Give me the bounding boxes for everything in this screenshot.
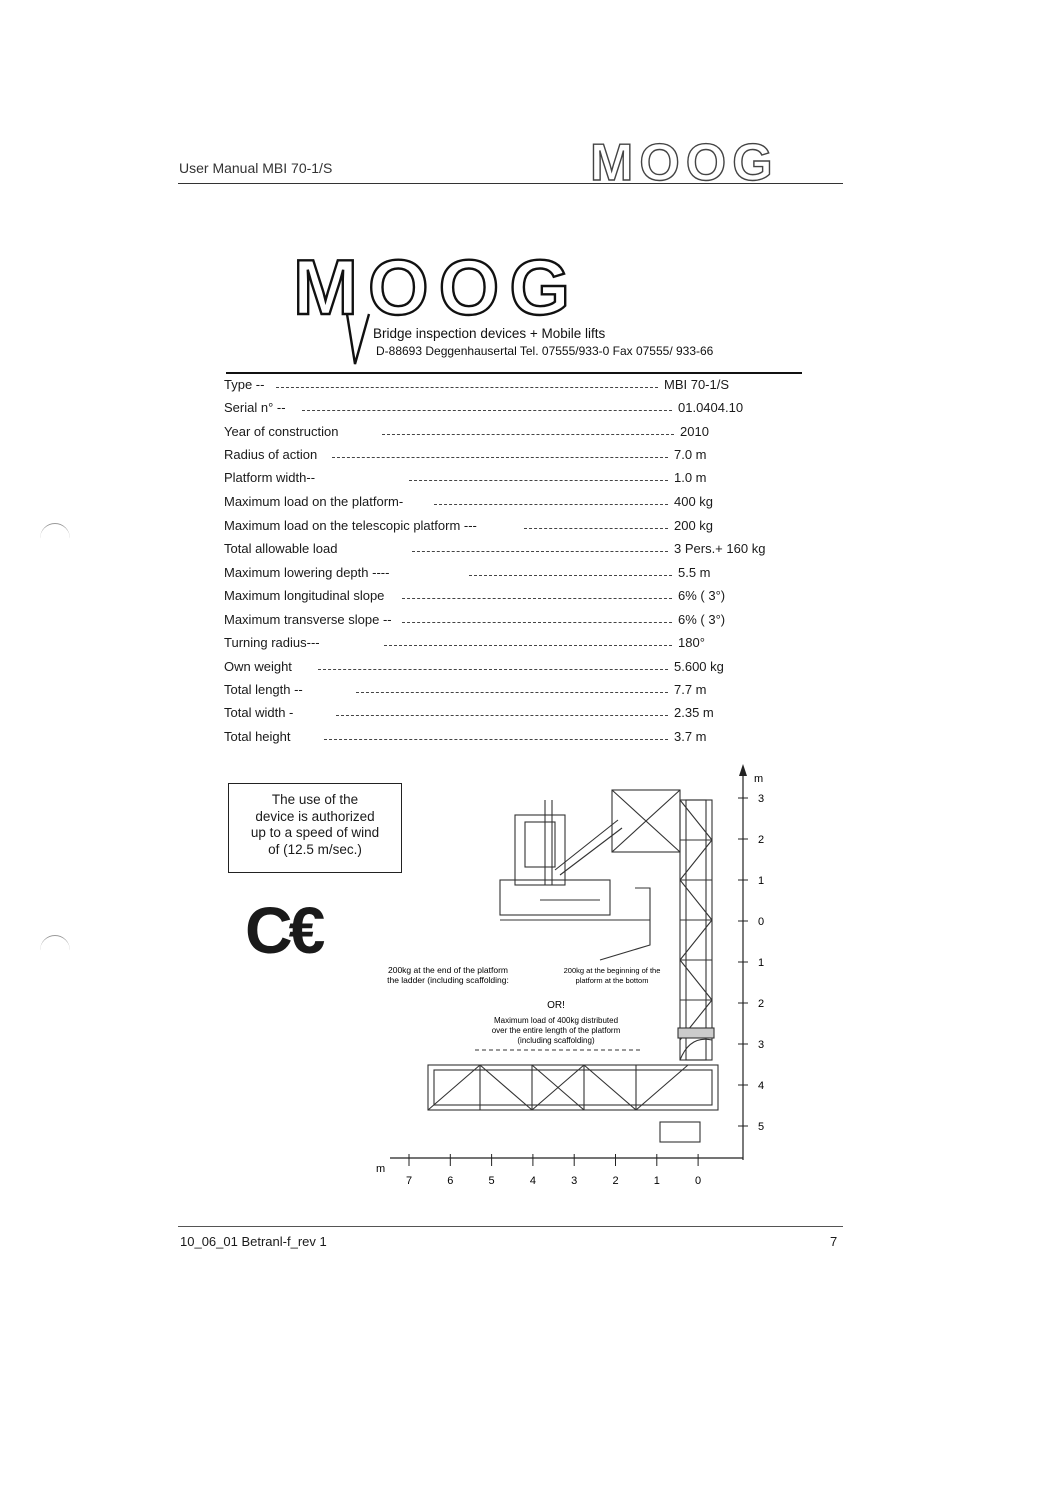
spec-leader-dots <box>434 504 668 505</box>
spec-label: Platform width-- <box>224 470 316 485</box>
spec-row <box>224 565 784 587</box>
vertical-axis-arrow <box>739 764 747 776</box>
spec-row <box>224 470 784 492</box>
spec-row <box>224 541 784 563</box>
header-rule <box>178 183 843 184</box>
annotation-left-1: 200kg at the end of the platform <box>387 965 509 975</box>
vertical-tick-label: 2 <box>758 998 765 1010</box>
spec-value: 400 kg <box>674 494 714 509</box>
ce-mark: C€ <box>245 893 322 967</box>
vertical-tick-label: 2 <box>758 834 765 846</box>
spec-label: Maximum load on the telescopic platform --- <box>224 518 477 533</box>
horizontal-ticks <box>406 1154 701 1187</box>
spec-leader-dots <box>336 715 668 716</box>
horizontal-tick-label: 0 <box>695 1175 702 1187</box>
spec-row <box>224 400 784 422</box>
logo-text: MOOG <box>293 244 580 331</box>
horizontal-platform <box>428 1039 718 1142</box>
spec-leader-dots <box>318 669 668 670</box>
binder-hole <box>40 523 70 554</box>
spec-leader-dots <box>469 575 672 576</box>
annotation-right-1: 200kg at the beginning of the <box>563 966 661 975</box>
header-logo-text: MOOG <box>590 134 779 192</box>
annotation-bottom-1: Maximum load of 400kg distributed <box>493 1016 619 1025</box>
spec-row <box>224 659 784 681</box>
spec-row <box>224 588 784 610</box>
spec-value: MBI 70-1/S <box>664 377 730 392</box>
spec-label: Serial n° -- <box>224 400 286 415</box>
vertical-tick-label: 1 <box>758 875 765 887</box>
spec-row <box>224 682 784 704</box>
spec-row <box>224 612 784 634</box>
spec-value: 2.35 m <box>674 705 714 720</box>
vertical-tick-label: 3 <box>758 793 765 805</box>
header-moog-logo <box>588 130 840 200</box>
vertical-axis-unit: m <box>754 773 764 785</box>
horizontal-axis-unit: m <box>376 1163 386 1175</box>
wind-notice-line: The use of the <box>271 792 359 807</box>
spec-value: 3.7 m <box>674 729 707 744</box>
spec-value: 3 Pers.+ 160 kg <box>674 541 766 556</box>
binder-hole <box>40 935 70 966</box>
spec-label: Year of construction <box>224 424 339 439</box>
vertical-tick-label: 0 <box>758 916 765 928</box>
spec-label: Maximum lowering depth ---- <box>224 565 390 580</box>
spec-label: Total length -- <box>224 682 303 697</box>
spec-row <box>224 518 784 540</box>
spec-leader-dots <box>402 622 672 623</box>
annotation-or: OR! <box>547 1000 565 1011</box>
spec-leader-dots <box>356 692 668 693</box>
company-tagline: Bridge inspection devices + Mobile lifts <box>373 326 606 341</box>
vehicle-body <box>500 790 680 960</box>
spec-row <box>224 729 784 751</box>
spec-value: 7.0 m <box>674 447 707 462</box>
annotation-left-2: the ladder (including scaffolding: <box>387 975 509 985</box>
spec-row <box>224 494 784 516</box>
wind-notice-line: up to a speed of wind <box>250 825 380 840</box>
spec-label: Total width - <box>224 705 294 720</box>
vertical-tick-label: 4 <box>758 1080 765 1092</box>
spec-value: 5.600 kg <box>674 659 724 674</box>
horizontal-tick-label: 1 <box>653 1175 660 1187</box>
wind-notice-line: device is authorized <box>255 808 375 824</box>
spec-value: 2010 <box>680 424 709 439</box>
horizontal-tick-label: 6 <box>447 1175 454 1187</box>
wind-notice-line: of (12.5 m/sec.) <box>268 841 362 857</box>
annotation-bottom-2: over the entire length of the platform <box>491 1026 621 1035</box>
footer-rule <box>178 1226 843 1227</box>
horizontal-tick-label: 5 <box>488 1175 495 1187</box>
spec-leader-dots <box>384 645 672 646</box>
spec-table-rule <box>226 372 802 374</box>
spec-value: 01.0404.10 <box>678 400 744 415</box>
spec-leader-dots <box>324 739 668 740</box>
spec-value: 180° <box>678 635 705 650</box>
spec-value: 6% ( 3°) <box>678 612 726 627</box>
spec-value: 200 kg <box>674 518 714 533</box>
ladder-mast <box>678 800 714 1060</box>
spec-leader-dots <box>276 387 658 388</box>
footer-page-number: 7 <box>830 1234 838 1249</box>
spec-label: Total height <box>224 729 291 744</box>
spec-label: Turning radius--- <box>224 635 320 650</box>
horizontal-tick-label: 4 <box>529 1175 536 1187</box>
spec-label: Radius of action <box>224 447 318 462</box>
vertical-tick-label: 3 <box>758 1039 765 1051</box>
spec-label: Own weight <box>224 659 292 674</box>
vertical-ticks <box>738 793 764 1133</box>
spec-leader-dots <box>524 528 668 529</box>
spec-leader-dots <box>412 551 668 552</box>
spec-value: 7.7 m <box>674 682 707 697</box>
spec-label: Maximum longitudinal slope <box>224 588 385 603</box>
annotation-bottom-3: (including scaffolding) <box>517 1036 595 1045</box>
spec-value: 1.0 m <box>674 470 707 485</box>
spec-row <box>224 705 784 727</box>
vertical-tick-label: 5 <box>758 1121 765 1133</box>
platform-reach-diagram <box>360 760 800 1200</box>
horizontal-tick-label: 2 <box>612 1175 619 1187</box>
spec-label: Maximum load on the platform- <box>224 494 404 509</box>
spec-row <box>224 377 784 399</box>
company-address: D-88693 Deggenhausertal Tel. 07555/933-0 Fax 07555/ 933-66 <box>376 344 714 358</box>
spec-leader-dots <box>382 434 674 435</box>
annotation-right-2: platform at the bottom <box>575 976 649 985</box>
horizontal-tick-label: 7 <box>405 1175 413 1187</box>
spec-label: Type -- <box>224 377 265 392</box>
spec-leader-dots <box>332 457 668 458</box>
spec-value: 6% ( 3°) <box>678 588 726 603</box>
vertical-tick-label: 1 <box>758 957 765 969</box>
footer-doc-ref: 10_06_01 Betranl-f_rev 1 <box>180 1234 327 1249</box>
horizontal-tick-label: 3 <box>571 1175 578 1187</box>
document-header-title: User Manual MBI 70-1/S <box>179 160 333 176</box>
spec-row <box>224 424 784 446</box>
spec-value: 5.5 m <box>678 565 711 580</box>
spec-label: Maximum transverse slope -- <box>224 612 392 627</box>
spec-leader-dots <box>409 480 668 481</box>
spec-row <box>224 635 784 657</box>
spec-leader-dots <box>402 598 672 599</box>
spec-label: Total allowable load <box>224 541 338 556</box>
spec-leader-dots <box>302 410 672 411</box>
spec-row <box>224 447 784 469</box>
